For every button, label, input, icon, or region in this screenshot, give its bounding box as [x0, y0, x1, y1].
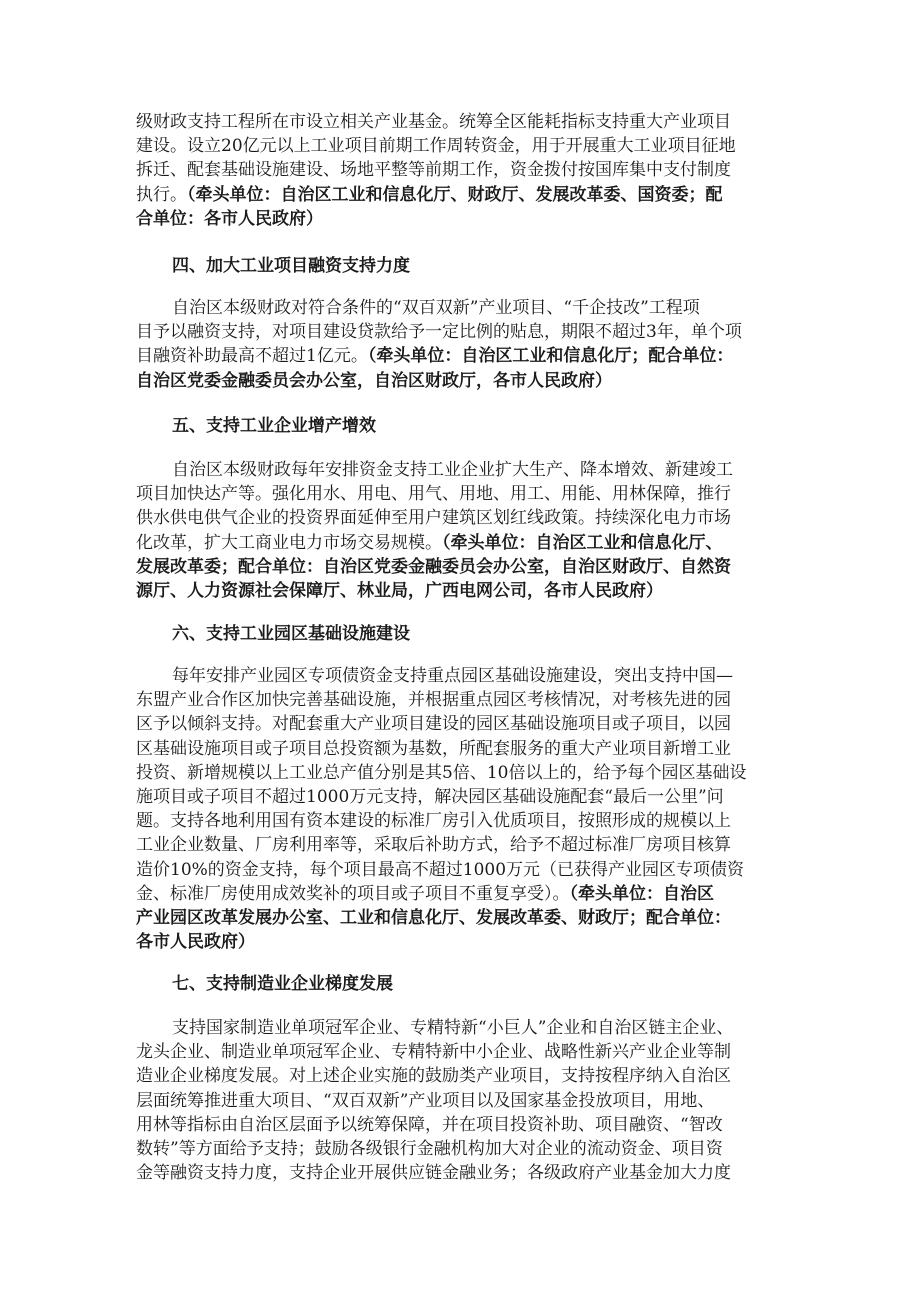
text-line: 龙头企业、制造业单项冠军企业、专精特新中小企业、战略性新兴产业企业等制 [136, 1042, 731, 1063]
text-line: 自治区本级财政对符合条件的“双百双新”产业项目、“千企技改”工程项 [172, 298, 700, 318]
paragraph-section-4 [136, 296, 796, 393]
paragraph-section-7 [136, 1016, 796, 1185]
text-line: 支持国家制造业单项冠军企业、专精特新“小巨人”企业和自治区链主企业、 [172, 1018, 734, 1038]
text-line: 自治区党委金融委员会办公室，自治区财政厅，各市人民政府） [136, 370, 612, 391]
text-line: 金等融资支持力度，支持企业开展供应链金融业务；各级政府产业基金加大力度 [136, 1163, 731, 1184]
section-heading-6: 六、支持工业园区基础设施建设 [172, 624, 410, 644]
text-line: 金、标准厂房使用成效奖补的项目或子项目不重复享受）。（牵头单位：自治区 [136, 883, 714, 904]
text-line: 目予以融资支持，对项目建设贷款给予一定比例的贴息，期限不超过3年，单个项 [136, 322, 742, 343]
text-line: 执行。（牵头单位：自治区工业和信息化厅、财政厅、发展改革委、国资委；配 [136, 184, 723, 205]
text-line: 投资、新增规模以上工业总产值分别是其5倍、10倍以上的，给予每个园区基础设 [136, 762, 747, 783]
text-line: 自治区本级财政每年安排资金支持工业企业扩大生产、降本增效、新建竣工 [172, 460, 733, 480]
text-line: 数转”等方面给予支持；鼓励各级银行金融机构加大对企业的流动资金、项目资 [136, 1138, 723, 1159]
text-line: 区予以倾斜支持。对配套重大产业项目建设的园区基础设施项目或子项目，以园 [136, 714, 731, 735]
paragraph-section-6 [136, 664, 796, 954]
text-line: 拆迁、配套基础设施建设、场地平整等前期工作，资金拨付按国库集中支付制度 [136, 160, 731, 181]
text-line: 源厅、人力资源社会保障厅、林业局，广西电网公司，各市人民政府） [136, 580, 663, 601]
text-line: 合单位：各市人民政府） [136, 208, 323, 229]
text-line: 工业企业数量、厂房利用率等，采取后补助方式，给予不超过标准厂房项目核算 [136, 835, 731, 856]
text-line: 项目加快达产等。强化用水、用电、用气、用地、用工、用能、用林保障，推行 [136, 484, 731, 505]
section-heading-5: 五、支持工业企业增产增效 [172, 416, 376, 436]
text-line: 用林等指标由自治区层面予以统筹保障，并在项目投资补助、项目融资、“智改 [136, 1114, 723, 1135]
text-line: 题。支持各地利用国有资本建设的标准厂房引入优质项目，按照形成的规模以上 [136, 811, 731, 832]
text-line: 东盟产业合作区加快完善基础设施，并根据重点园区考核情况，对考核先进的园 [136, 690, 731, 711]
section-heading-7: 七、支持制造业企业梯度发展 [172, 974, 393, 994]
text-line: 建设。设立20亿元以上工业项目前期工作周转资金，用于开展重大工业项目征地 [136, 136, 736, 157]
text-line: 施项目或子项目不超过1000万元支持，解决园区基础设施配套“最后一公里”问 [136, 786, 724, 807]
text-line: 区基础设施项目或子项目总投资额为基数，所配套服务的重大产业项目新增工业 [136, 738, 731, 759]
paragraph-continuation [136, 110, 796, 231]
paragraph-section-5 [136, 458, 796, 603]
text-line: 目融资补助最高不超过1亿元。（牵头单位：自治区工业和信息化厅；配合单位： [136, 346, 734, 367]
text-line: 各市人民政府） [136, 932, 255, 953]
text-line: 化改革，扩大工商业电力市场交易规模。（牵头单位：自治区工业和信息化厅、 [136, 532, 723, 553]
section-heading-4: 四、加大工业项目融资支持力度 [172, 256, 410, 276]
text-line: 造价10%的资金支持，每个项目最高不超过1000万元（已获得产业园区专项债资 [136, 859, 745, 880]
text-line: 供水供电供气企业的投资界面延伸至用户建筑区划红线政策。持续深化电力市场 [136, 508, 731, 529]
text-line: 级财政支持工程所在市设立相关产业基金。统筹全区能耗指标支持重大产业项目 [136, 112, 731, 132]
text-line: 发展改革委；配合单位：自治区党委金融委员会办公室，自治区财政厅、自然资 [136, 556, 731, 577]
text-line: 产业园区改革发展办公室、工业和信息化厅、发展改革委、财政厅；配合单位： [136, 907, 731, 928]
text-line: 层面统筹推进重大项目、“双百双新”产业项目以及国家基金投放项目，用地、 [136, 1090, 715, 1111]
text-line: 每年安排产业园区专项债资金支持重点园区基础设施建设，突出支持中国— [172, 666, 733, 686]
text-line: 造业企业梯度发展。对上述企业实施的鼓励类产业项目，支持按程序纳入自治区 [136, 1066, 731, 1087]
